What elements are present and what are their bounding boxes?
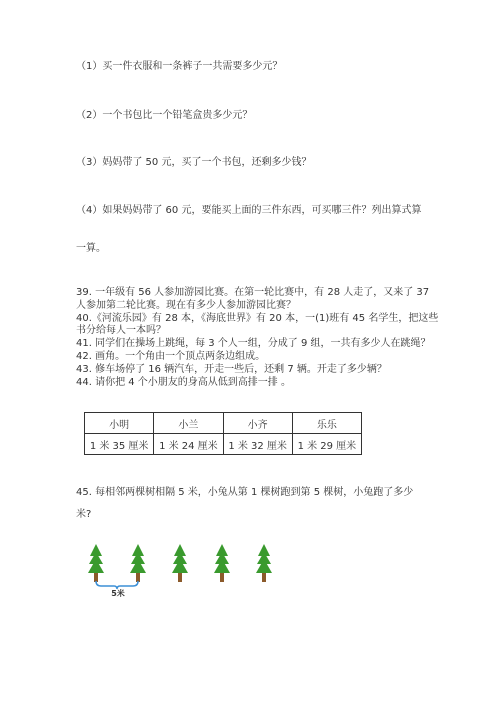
table-cell-name: 小齐 bbox=[223, 413, 292, 434]
tree-diagram bbox=[84, 540, 284, 610]
problem-line: 39. 一年级有 56 人参加游园比赛。在第一轮比赛中，有 28 人走了，又来了 37 bbox=[76, 287, 430, 298]
table-header-row bbox=[85, 413, 362, 434]
table-cell-height: 1 米 32 厘米 bbox=[223, 434, 292, 455]
question-4-line-1: （4）如果妈妈带了 60 元，要能买上面的三件东西，可买哪三件？列出算式算 bbox=[76, 205, 422, 216]
question-1: （1）买一件衣服和一条裤子一共需要多少元？ bbox=[76, 61, 283, 72]
problem-line: 人参加第二轮比赛。现在有多少人参加游园比赛？ bbox=[76, 299, 296, 311]
table-cell-name: 小兰 bbox=[154, 413, 223, 434]
height-table bbox=[84, 412, 362, 455]
question-2: （2）一个书包比一个铅笔盒贵多少元？ bbox=[76, 110, 253, 121]
problem-line: 43. 修车场停了 16 辆汽车，开走一些后，还剩 7 辆。开走了多少辆？ bbox=[76, 363, 387, 375]
question-3: （3）妈妈带了 50 元，买了一个书包，还剩多少钱？ bbox=[76, 157, 312, 168]
problem-line: 42. 画角。一个角由一个顶点两条边组成。 bbox=[76, 350, 266, 362]
table-cell-height: 1 米 35 厘米 bbox=[85, 434, 154, 455]
table-cell-name: 乐乐 bbox=[292, 413, 361, 434]
distance-brace bbox=[96, 581, 138, 589]
problem-line: 40.《河流乐园》有 28 本，《海底世界》有 20 本，一(1)班有 45 名学生，把这些 bbox=[76, 312, 439, 324]
tree-icon bbox=[130, 544, 146, 582]
tree-icon bbox=[214, 544, 230, 582]
tree-icon bbox=[172, 544, 188, 582]
tree-icon bbox=[88, 544, 104, 582]
problem-line: 44. 请你把 4 个小朋友的身高从低到高排一排 。 bbox=[76, 376, 291, 388]
tree-icon bbox=[256, 544, 272, 582]
table-cell-name: 小明 bbox=[85, 413, 154, 434]
question-45-line-2: 米? bbox=[76, 509, 92, 520]
problem-line: 书分给每人一本吗？ bbox=[76, 325, 166, 337]
question-4-line-2: 一算。 bbox=[76, 243, 106, 254]
problem-line: 41. 同学们在操场上跳绳，每 3 个人一组，分成了 9 组，一共有多少人在跳绳？ bbox=[76, 338, 431, 350]
table-cell-height: 1 米 29 厘米 bbox=[292, 434, 361, 455]
gap-label: 5米 bbox=[111, 589, 125, 598]
word-problems bbox=[76, 287, 438, 389]
table-row bbox=[85, 434, 362, 455]
table-cell-height: 1 米 24 厘米 bbox=[154, 434, 223, 455]
question-45-line-1: 45. 每相邻两棵树相隔 5 米，小兔从第 1 棵树跑到第 5 棵树，小兔跑了多少 bbox=[76, 487, 414, 498]
